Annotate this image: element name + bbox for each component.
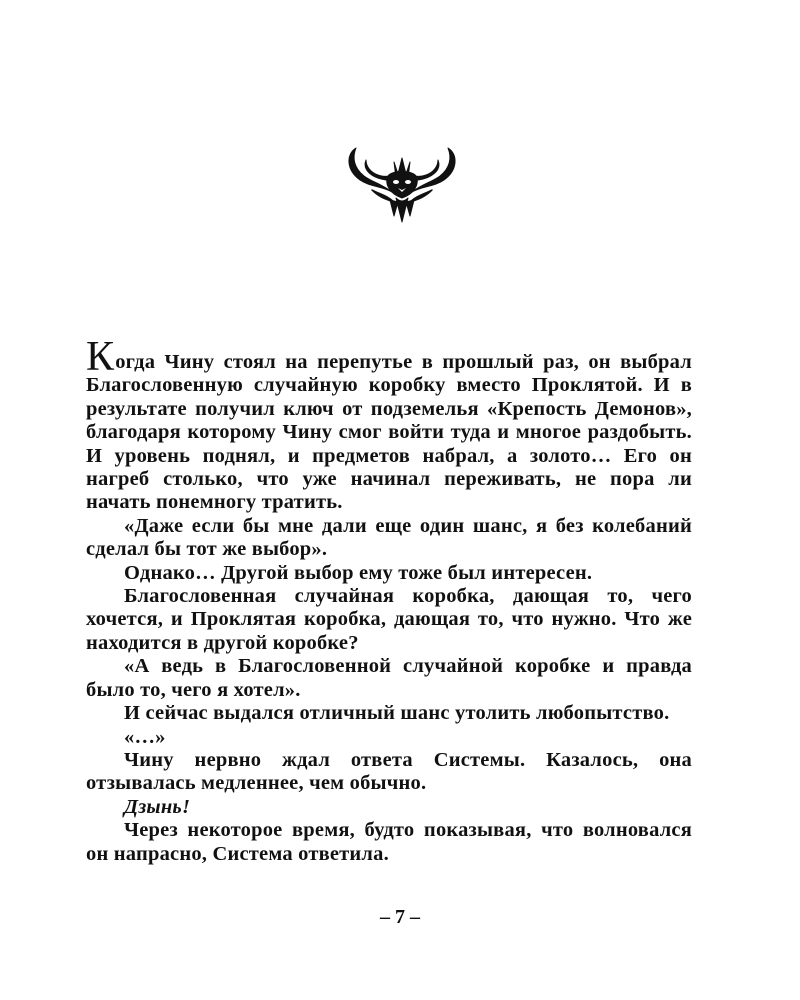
drop-cap: К (86, 334, 115, 380)
paragraph-3: Однако… Другой выбор ему тоже был интересен. (124, 561, 593, 584)
tribal-demon-ornament-icon (342, 140, 462, 225)
paragraph-10: Через некоторое время, будто показывая, что волновался он напрасно, Система ответила. (86, 819, 692, 865)
paragraph-4: Благословенная случайная коробка, дающая то, чего хочется, и Проклятая коробка, дающая то, что нужно. Что же находится в другой коробке? (86, 585, 692, 654)
paragraph-7: «…» (124, 725, 166, 748)
paragraph-2: «Даже если бы мне дали еще один шанс, я без колебаний сделал бы тот же выбор». (86, 514, 692, 561)
body-text (86, 334, 692, 866)
page-number: – 7 – (380, 906, 420, 928)
paragraph-1-text: огда Чину стоял на перепутье в прошлый раз, он выбрал Благословенную случайную коробку вместо Проклятой. И в результате получил ключ от подземелья «Крепость Демонов», благодаря которому Чину смог войти туда и многое раздобыть. И уровень поднял, и предметов набрал, а золото… Его он нагреб столько, что уже начинал переживать, не пора ли начать понемногу тратить. (86, 351, 692, 514)
paragraph-8: Чину нервно ждал ответа Системы. Казалось, она отзывалась медленнее, чем обычно. (86, 748, 692, 795)
paragraph-5: «А ведь в Благословенной случайной коробке и правда было то, чего я хотел». (86, 655, 692, 701)
paragraph-1 (86, 334, 692, 515)
paragraph-9: Дзынь! (124, 795, 191, 818)
paragraph-6: И сейчас выдался отличный шанс утолить любопытство. (124, 702, 670, 725)
